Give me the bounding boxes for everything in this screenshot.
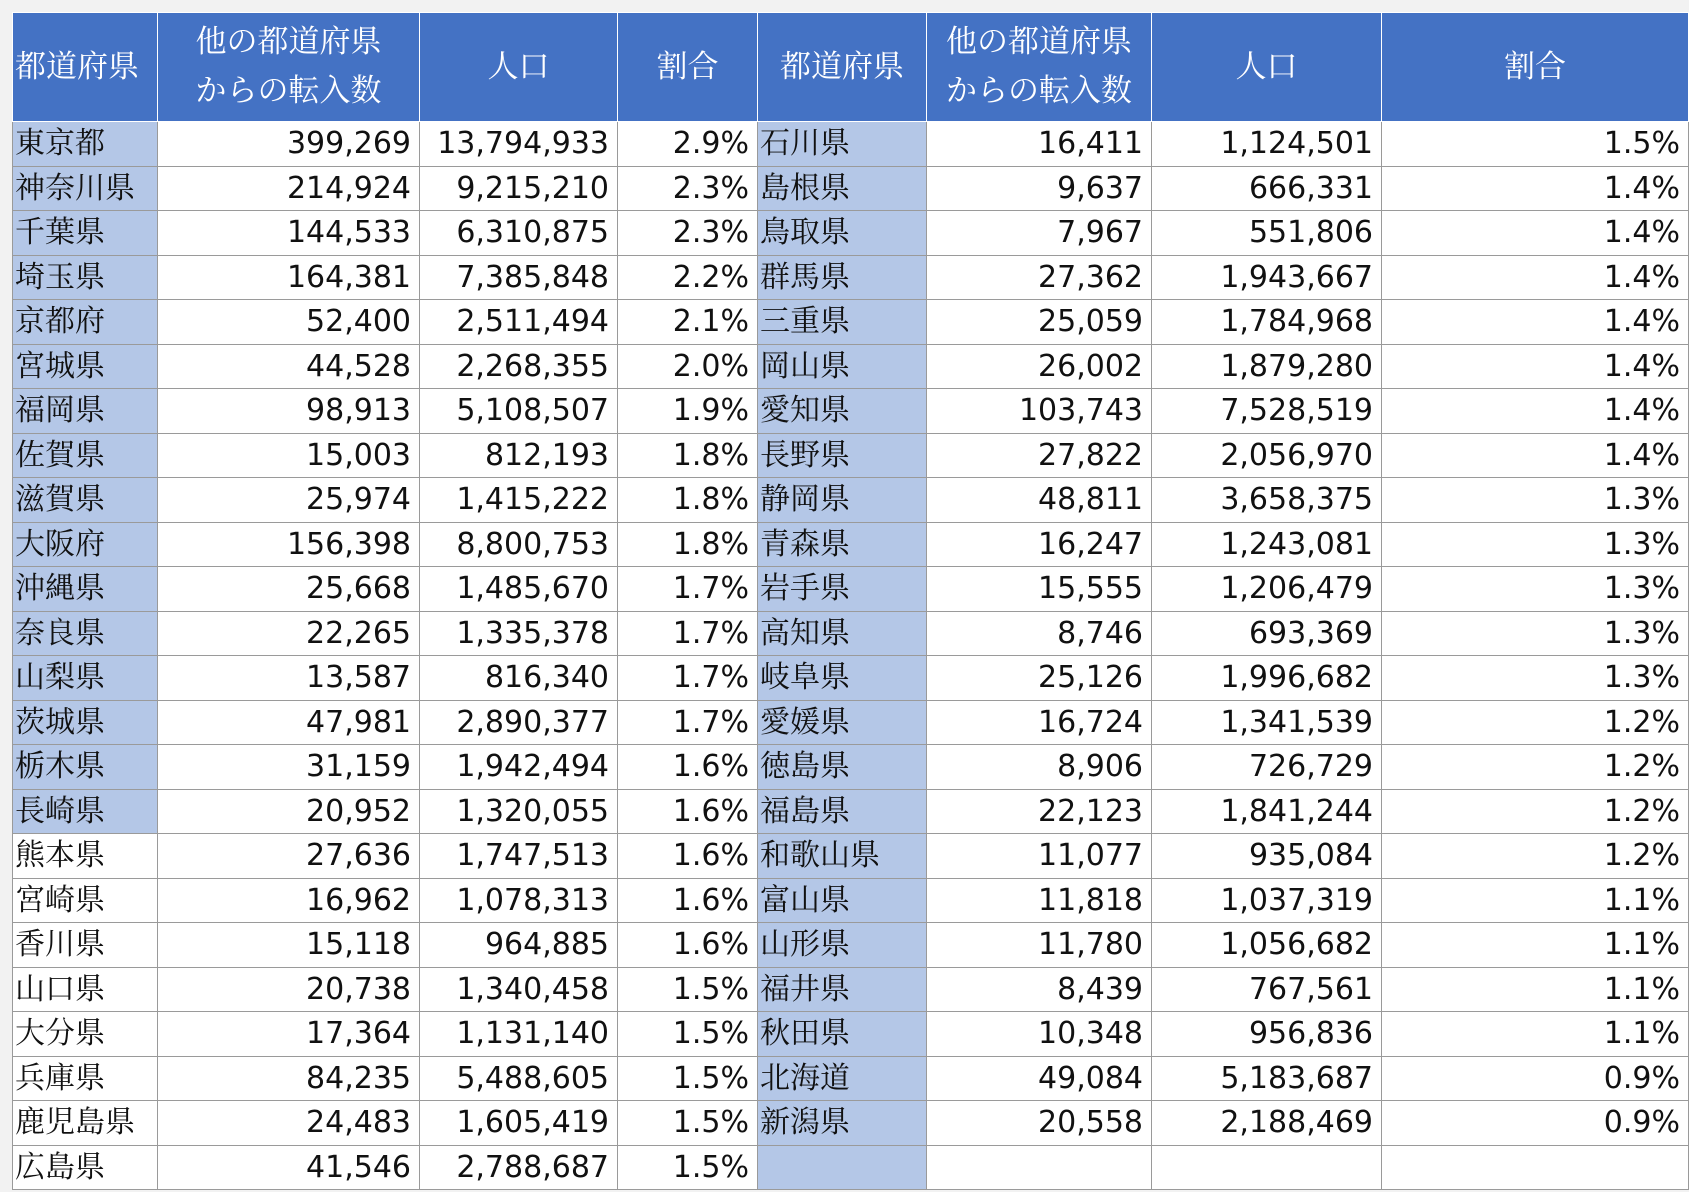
cell-ratio-right[interactable]: 1.1%: [1382, 1012, 1689, 1057]
header-transfers-line1: 他の都道府県: [946, 24, 1132, 60]
cell-ratio-left[interactable]: 1.5%: [618, 1101, 758, 1146]
cell-population-left[interactable]: 1,335,378: [420, 611, 618, 656]
cell-prefecture-left[interactable]: 長崎県: [13, 789, 158, 834]
table-row: [13, 656, 1689, 701]
cell-ratio-right[interactable]: 0.9%: [1382, 1101, 1689, 1146]
cell-prefecture-left[interactable]: 栃木県: [13, 745, 158, 790]
cell-population-right[interactable]: 956,836: [1152, 1012, 1382, 1057]
cell-prefecture-right[interactable]: [758, 1145, 927, 1190]
cell-prefecture-right[interactable]: 富山県: [758, 878, 927, 923]
cell-ratio-right[interactable]: 1.2%: [1382, 700, 1689, 745]
cell-transfers-left[interactable]: 25,974: [158, 478, 420, 523]
cell-population-right[interactable]: 1,124,501: [1152, 122, 1382, 167]
cell-prefecture-right[interactable]: 群馬県: [758, 255, 927, 300]
cell-transfers-right[interactable]: 25,126: [927, 656, 1152, 701]
cell-ratio-left[interactable]: 1.6%: [618, 834, 758, 879]
cell-ratio-right[interactable]: 1.5%: [1382, 122, 1689, 167]
cell-prefecture-left[interactable]: 山口県: [13, 967, 158, 1012]
table-row: [13, 211, 1689, 256]
cell-population-left[interactable]: 13,794,933: [420, 122, 618, 167]
cell-prefecture-right[interactable]: 新潟県: [758, 1101, 927, 1146]
cell-population-right[interactable]: 1,341,539: [1152, 700, 1382, 745]
cell-prefecture-left[interactable]: 千葉県: [13, 211, 158, 256]
cell-transfers-right[interactable]: 16,411: [927, 122, 1152, 167]
cell-transfers-left[interactable]: 20,952: [158, 789, 420, 834]
cell-prefecture-right[interactable]: 秋田県: [758, 1012, 927, 1057]
cell-prefecture-right[interactable]: 島根県: [758, 166, 927, 211]
table-row: [13, 967, 1689, 1012]
cell-prefecture-right[interactable]: 福島県: [758, 789, 927, 834]
cell-population-right[interactable]: 551,806: [1152, 211, 1382, 256]
header-transfers-left[interactable]: [158, 13, 420, 122]
cell-ratio-left[interactable]: 1.5%: [618, 1145, 758, 1190]
cell-transfers-left[interactable]: 41,546: [158, 1145, 420, 1190]
cell-ratio-right[interactable]: 1.4%: [1382, 433, 1689, 478]
cell-transfers-right[interactable]: 27,362: [927, 255, 1152, 300]
cell-population-left[interactable]: 812,193: [420, 433, 618, 478]
cell-population-left[interactable]: 8,800,753: [420, 522, 618, 567]
cell-transfers-right[interactable]: 16,724: [927, 700, 1152, 745]
table-row: [13, 478, 1689, 523]
cell-ratio-right[interactable]: 1.1%: [1382, 967, 1689, 1012]
cell-ratio-right[interactable]: 1.2%: [1382, 789, 1689, 834]
table-row: [13, 834, 1689, 879]
cell-population-right[interactable]: 1,943,667: [1152, 255, 1382, 300]
cell-transfers-left[interactable]: 20,738: [158, 967, 420, 1012]
cell-prefecture-left[interactable]: 沖縄県: [13, 567, 158, 612]
cell-population-right[interactable]: 2,188,469: [1152, 1101, 1382, 1146]
table-row: [13, 433, 1689, 478]
cell-population-right[interactable]: 3,658,375: [1152, 478, 1382, 523]
cell-transfers-left[interactable]: 164,381: [158, 255, 420, 300]
cell-transfers-left[interactable]: 22,265: [158, 611, 420, 656]
cell-transfers-right[interactable]: 15,555: [927, 567, 1152, 612]
cell-ratio-left[interactable]: 1.7%: [618, 656, 758, 701]
header-transfers-line2: からの転入数: [195, 73, 382, 109]
cell-transfers-right[interactable]: 20,558: [927, 1101, 1152, 1146]
cell-population-right[interactable]: 5,183,687: [1152, 1056, 1382, 1101]
cell-prefecture-left[interactable]: 大阪府: [13, 522, 158, 567]
cell-population-left[interactable]: 7,385,848: [420, 255, 618, 300]
header-ratio-left[interactable]: 割合: [618, 13, 758, 122]
table-row: [13, 255, 1689, 300]
cell-ratio-right[interactable]: 1.3%: [1382, 478, 1689, 523]
cell-transfers-right[interactable]: 8,906: [927, 745, 1152, 790]
cell-prefecture-right[interactable]: 岩手県: [758, 567, 927, 612]
cell-population-left[interactable]: 1,747,513: [420, 834, 618, 879]
cell-transfers-right[interactable]: 8,439: [927, 967, 1152, 1012]
table-row: [13, 522, 1689, 567]
table-row: [13, 567, 1689, 612]
cell-ratio-right[interactable]: 1.3%: [1382, 522, 1689, 567]
cell-ratio-right[interactable]: 1.3%: [1382, 656, 1689, 701]
cell-transfers-right[interactable]: 9,637: [927, 166, 1152, 211]
cell-transfers-left[interactable]: 15,003: [158, 433, 420, 478]
cell-ratio-right[interactable]: [1382, 1145, 1689, 1190]
cell-population-right[interactable]: 1,879,280: [1152, 344, 1382, 389]
cell-ratio-right[interactable]: 1.3%: [1382, 611, 1689, 656]
cell-transfers-left[interactable]: 31,159: [158, 745, 420, 790]
cell-population-right[interactable]: 935,084: [1152, 834, 1382, 879]
cell-transfers-left[interactable]: 17,364: [158, 1012, 420, 1057]
cell-ratio-right[interactable]: 1.4%: [1382, 211, 1689, 256]
cell-ratio-left[interactable]: 1.8%: [618, 433, 758, 478]
table-row: [13, 878, 1689, 923]
cell-prefecture-left[interactable]: 福岡県: [13, 389, 158, 434]
cell-prefecture-right[interactable]: 三重県: [758, 300, 927, 345]
cell-transfers-right[interactable]: [927, 1145, 1152, 1190]
cell-transfers-right[interactable]: 11,077: [927, 834, 1152, 879]
cell-population-left[interactable]: 2,788,687: [420, 1145, 618, 1190]
cell-transfers-left[interactable]: 214,924: [158, 166, 420, 211]
cell-ratio-left[interactable]: 2.3%: [618, 211, 758, 256]
cell-prefecture-right[interactable]: 岐阜県: [758, 656, 927, 701]
cell-prefecture-left[interactable]: 広島県: [13, 1145, 158, 1190]
cell-ratio-right[interactable]: 1.4%: [1382, 389, 1689, 434]
cell-population-left[interactable]: 1,485,670: [420, 567, 618, 612]
cell-ratio-right[interactable]: 0.9%: [1382, 1056, 1689, 1101]
cell-population-right[interactable]: 767,561: [1152, 967, 1382, 1012]
cell-transfers-right[interactable]: 16,247: [927, 522, 1152, 567]
cell-population-right[interactable]: 2,056,970: [1152, 433, 1382, 478]
header-ratio-right[interactable]: 割合: [1382, 13, 1689, 122]
cell-prefecture-left[interactable]: 京都府: [13, 300, 158, 345]
cell-population-right[interactable]: 726,729: [1152, 745, 1382, 790]
cell-prefecture-right[interactable]: 徳島県: [758, 745, 927, 790]
cell-prefecture-right[interactable]: 高知県: [758, 611, 927, 656]
cell-population-left[interactable]: 1,340,458: [420, 967, 618, 1012]
cell-prefecture-right[interactable]: 岡山県: [758, 344, 927, 389]
cell-ratio-right[interactable]: 1.1%: [1382, 923, 1689, 968]
cell-population-left[interactable]: 1,942,494: [420, 745, 618, 790]
cell-transfers-left[interactable]: 52,400: [158, 300, 420, 345]
cell-ratio-left[interactable]: 1.6%: [618, 745, 758, 790]
cell-population-right[interactable]: 666,331: [1152, 166, 1382, 211]
header-row: [13, 13, 1689, 122]
cell-population-right[interactable]: 693,369: [1152, 611, 1382, 656]
cell-population-left[interactable]: 1,131,140: [420, 1012, 618, 1057]
header-prefecture-left[interactable]: 都道府県: [13, 13, 158, 122]
cell-population-right[interactable]: 1,784,968: [1152, 300, 1382, 345]
cell-transfers-right[interactable]: 103,743: [927, 389, 1152, 434]
cell-ratio-left[interactable]: 2.1%: [618, 300, 758, 345]
cell-transfers-left[interactable]: 144,533: [158, 211, 420, 256]
cell-prefecture-right[interactable]: 愛知県: [758, 389, 927, 434]
cell-prefecture-left[interactable]: 東京都: [13, 122, 158, 167]
cell-transfers-right[interactable]: 26,002: [927, 344, 1152, 389]
cell-prefecture-right[interactable]: 和歌山県: [758, 834, 927, 879]
header-transfers-line2: からの転入数: [946, 73, 1132, 109]
cell-population-left[interactable]: 9,215,210: [420, 166, 618, 211]
cell-ratio-left[interactable]: 1.8%: [618, 478, 758, 523]
cell-population-left[interactable]: 1,078,313: [420, 878, 618, 923]
table-row: [13, 166, 1689, 211]
cell-population-right[interactable]: 1,206,479: [1152, 567, 1382, 612]
table-row: [13, 923, 1689, 968]
table-row: [13, 1012, 1689, 1057]
cell-population-left[interactable]: 5,488,605: [420, 1056, 618, 1101]
cell-prefecture-left[interactable]: 鹿児島県: [13, 1101, 158, 1146]
cell-ratio-right[interactable]: 1.2%: [1382, 834, 1689, 879]
cell-transfers-right[interactable]: 7,967: [927, 211, 1152, 256]
table-row: [13, 1145, 1689, 1190]
table-row: [13, 1101, 1689, 1146]
cell-transfers-left[interactable]: 156,398: [158, 522, 420, 567]
cell-prefecture-left[interactable]: 神奈川県: [13, 166, 158, 211]
cell-prefecture-right[interactable]: 愛媛県: [758, 700, 927, 745]
table-row: [13, 700, 1689, 745]
table-row: [13, 1056, 1689, 1101]
cell-transfers-right[interactable]: 25,059: [927, 300, 1152, 345]
cell-population-right[interactable]: 1,056,682: [1152, 923, 1382, 968]
cell-population-right[interactable]: 7,528,519: [1152, 389, 1382, 434]
cell-transfers-right[interactable]: 11,818: [927, 878, 1152, 923]
header-prefecture-right[interactable]: 都道府県: [758, 13, 927, 122]
cell-prefecture-left[interactable]: 宮城県: [13, 344, 158, 389]
cell-population-left[interactable]: 1,605,419: [420, 1101, 618, 1146]
cell-population-left[interactable]: 2,268,355: [420, 344, 618, 389]
cell-transfers-right[interactable]: 27,822: [927, 433, 1152, 478]
cell-ratio-left[interactable]: 2.3%: [618, 166, 758, 211]
cell-ratio-left[interactable]: 1.7%: [618, 611, 758, 656]
cell-ratio-right[interactable]: 1.2%: [1382, 745, 1689, 790]
cell-prefecture-right[interactable]: 青森県: [758, 522, 927, 567]
cell-population-right[interactable]: 1,243,081: [1152, 522, 1382, 567]
table-row: [13, 389, 1689, 434]
cell-transfers-left[interactable]: 27,636: [158, 834, 420, 879]
cell-transfers-left[interactable]: 25,668: [158, 567, 420, 612]
cell-ratio-right[interactable]: 1.3%: [1382, 567, 1689, 612]
cell-prefecture-left[interactable]: 滋賀県: [13, 478, 158, 523]
cell-transfers-left[interactable]: 15,118: [158, 923, 420, 968]
cell-prefecture-right[interactable]: 静岡県: [758, 478, 927, 523]
cell-ratio-left[interactable]: 1.5%: [618, 1056, 758, 1101]
cell-prefecture-right[interactable]: 鳥取県: [758, 211, 927, 256]
cell-ratio-right[interactable]: 1.4%: [1382, 255, 1689, 300]
cell-ratio-left[interactable]: 1.6%: [618, 923, 758, 968]
table-row: [13, 745, 1689, 790]
cell-prefecture-left[interactable]: 茨城県: [13, 700, 158, 745]
cell-transfers-right[interactable]: 22,123: [927, 789, 1152, 834]
cell-population-right[interactable]: [1152, 1145, 1382, 1190]
cell-population-right[interactable]: 1,996,682: [1152, 656, 1382, 701]
cell-transfers-left[interactable]: 84,235: [158, 1056, 420, 1101]
spreadsheet: [12, 12, 1680, 1185]
header-transfers-line1: 他の都道府県: [195, 24, 382, 60]
cell-transfers-left[interactable]: 47,981: [158, 700, 420, 745]
cell-ratio-left[interactable]: 1.7%: [618, 700, 758, 745]
cell-prefecture-left[interactable]: 香川県: [13, 923, 158, 968]
cell-prefecture-left[interactable]: 宮崎県: [13, 878, 158, 923]
cell-population-right[interactable]: 1,841,244: [1152, 789, 1382, 834]
table-row: [13, 611, 1689, 656]
cell-population-left[interactable]: 2,511,494: [420, 300, 618, 345]
cell-transfers-left[interactable]: 24,483: [158, 1101, 420, 1146]
cell-ratio-left[interactable]: 1.9%: [618, 389, 758, 434]
cell-transfers-left[interactable]: 44,528: [158, 344, 420, 389]
table-row: [13, 344, 1689, 389]
cell-population-left[interactable]: 1,415,222: [420, 478, 618, 523]
cell-ratio-left[interactable]: 1.5%: [618, 1012, 758, 1057]
table-body: [13, 122, 1689, 1190]
cell-transfers-left[interactable]: 13,587: [158, 656, 420, 701]
cell-transfers-left[interactable]: 16,962: [158, 878, 420, 923]
cell-transfers-right[interactable]: 8,746: [927, 611, 1152, 656]
cell-ratio-left[interactable]: 2.9%: [618, 122, 758, 167]
cell-ratio-left[interactable]: 2.2%: [618, 255, 758, 300]
cell-transfers-right[interactable]: 11,780: [927, 923, 1152, 968]
header-population-right[interactable]: 人口: [1152, 13, 1382, 122]
cell-ratio-right[interactable]: 1.1%: [1382, 878, 1689, 923]
cell-population-left[interactable]: 5,108,507: [420, 389, 618, 434]
cell-ratio-left[interactable]: 1.7%: [618, 567, 758, 612]
cell-ratio-left[interactable]: 1.6%: [618, 789, 758, 834]
cell-ratio-right[interactable]: 1.4%: [1382, 300, 1689, 345]
cell-prefecture-right[interactable]: 山形県: [758, 923, 927, 968]
cell-ratio-left[interactable]: 1.6%: [618, 878, 758, 923]
cell-prefecture-right[interactable]: 長野県: [758, 433, 927, 478]
cell-population-left[interactable]: 816,340: [420, 656, 618, 701]
cell-ratio-left[interactable]: 1.5%: [618, 967, 758, 1012]
cell-population-left[interactable]: 964,885: [420, 923, 618, 968]
cell-transfers-left[interactable]: 98,913: [158, 389, 420, 434]
cell-ratio-left[interactable]: 1.8%: [618, 522, 758, 567]
population-table: [12, 12, 1689, 1190]
cell-prefecture-left[interactable]: 大分県: [13, 1012, 158, 1057]
table-row: [13, 300, 1689, 345]
table-row: [13, 789, 1689, 834]
cell-ratio-right[interactable]: 1.4%: [1382, 344, 1689, 389]
cell-prefecture-right[interactable]: 福井県: [758, 967, 927, 1012]
cell-ratio-left[interactable]: 2.0%: [618, 344, 758, 389]
cell-population-left[interactable]: 6,310,875: [420, 211, 618, 256]
table-row: [13, 122, 1689, 167]
cell-population-left[interactable]: 1,320,055: [420, 789, 618, 834]
cell-prefecture-left[interactable]: 山梨県: [13, 656, 158, 701]
cell-prefecture-left[interactable]: 奈良県: [13, 611, 158, 656]
cell-transfers-right[interactable]: 48,811: [927, 478, 1152, 523]
cell-prefecture-left[interactable]: 佐賀県: [13, 433, 158, 478]
header-transfers-right[interactable]: [927, 13, 1152, 122]
cell-population-right[interactable]: 1,037,319: [1152, 878, 1382, 923]
cell-transfers-right[interactable]: 49,084: [927, 1056, 1152, 1101]
cell-transfers-left[interactable]: 399,269: [158, 122, 420, 167]
cell-transfers-right[interactable]: 10,348: [927, 1012, 1152, 1057]
cell-prefecture-right[interactable]: 石川県: [758, 122, 927, 167]
cell-population-left[interactable]: 2,890,377: [420, 700, 618, 745]
cell-prefecture-left[interactable]: 埼玉県: [13, 255, 158, 300]
cell-ratio-right[interactable]: 1.4%: [1382, 166, 1689, 211]
header-population-left[interactable]: 人口: [420, 13, 618, 122]
cell-prefecture-left[interactable]: 兵庫県: [13, 1056, 158, 1101]
cell-prefecture-right[interactable]: 北海道: [758, 1056, 927, 1101]
cell-prefecture-left[interactable]: 熊本県: [13, 834, 158, 879]
